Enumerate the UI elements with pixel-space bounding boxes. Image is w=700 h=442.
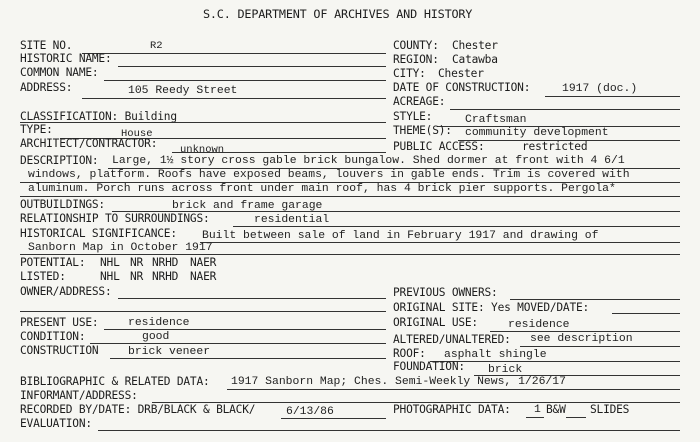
roof-line (430, 361, 680, 362)
owner-label: OWNER/ADDRESS: (20, 285, 112, 298)
construction-line (110, 358, 386, 359)
historic-name-line (118, 66, 386, 67)
common-name-line (104, 80, 386, 81)
owner-line-2 (20, 311, 386, 312)
style-value: Craftsman (465, 114, 527, 126)
significance-line-2: Sanborn Map in October 1917 (28, 242, 213, 254)
theme-label: THEME(S): (393, 124, 452, 137)
outbuildings-label: OUTBUILDINGS: (20, 198, 105, 211)
address-value: 105 Reedy Street (128, 85, 238, 97)
owner-line (118, 298, 386, 299)
recorded-line (281, 418, 386, 419)
construction-value: brick veneer (128, 346, 211, 358)
listed-nr[interactable]: NR (130, 270, 144, 283)
county-value: Chester (452, 39, 498, 52)
site-no-label: SITE NO. (20, 39, 73, 52)
original-site-label: ORIGINAL SITE: Yes MOVED/DATE: (393, 301, 590, 314)
outbuildings-value: brick and frame garage (172, 200, 323, 212)
significance-label: HISTORICAL SIGNIFICANCE: (20, 227, 177, 240)
public-access-value: restricted (522, 140, 588, 153)
foundation-label: FOUNDATION: (393, 360, 465, 373)
photographic-count: 1 (534, 404, 541, 416)
photographic-bw-line (566, 417, 586, 418)
relationship-line (233, 226, 680, 227)
bibliographic-line (227, 389, 680, 390)
evaluation-line (98, 430, 680, 431)
classification-line (20, 122, 386, 123)
style-label: STYLE: (393, 110, 433, 123)
potential-nr[interactable]: NR (130, 256, 144, 269)
photographic-bw: B&W (546, 403, 566, 416)
condition-value: good (142, 331, 170, 343)
original-site-line (612, 313, 680, 314)
site-no-value: R2 (150, 40, 163, 52)
region-value: Catawba (452, 53, 498, 66)
date-label: DATE OF CONSTRUCTION: (393, 81, 531, 94)
description-line-1: Large, 1½ story cross gable brick bungalow. Shed dormer at front with 4 6/1 (112, 155, 625, 167)
potential-nhl[interactable]: NHL (100, 256, 120, 269)
original-use-line (490, 331, 680, 332)
date-value: 1917 (doc.) (562, 83, 638, 95)
description-line-2: windows, platform. Roofs have exposed beams, louvers in gable ends. Trim is covered with (28, 169, 630, 181)
address-line (82, 98, 386, 99)
evaluation-label: EVALUATION: (20, 417, 92, 430)
foundation-value: brick (488, 364, 523, 376)
significance-line-1: Built between sale of land in February 1917 and drawing of (202, 230, 599, 242)
page-title: S.C. DEPARTMENT OF ARCHIVES AND HISTORY (203, 7, 473, 21)
description-underline-3 (20, 196, 680, 197)
photographic-count-line (526, 417, 544, 418)
architect-value: unknown (180, 144, 225, 156)
type-label: TYPE: (20, 123, 53, 136)
listed-label: LISTED: (20, 270, 66, 283)
date-line (545, 96, 680, 97)
photographic-slides: SLIDES (590, 403, 630, 416)
listed-naer[interactable]: NAER (190, 270, 217, 283)
common-name-label: COMMON NAME: (20, 66, 99, 79)
significance-underline-1 (200, 242, 680, 243)
condition-label: CONDITION: (20, 330, 86, 343)
altered-value: see description (530, 333, 633, 345)
architect-line (172, 152, 386, 153)
original-use-value: residence (508, 319, 570, 331)
potential-nrhd[interactable]: NRHD (152, 256, 179, 269)
previous-owners-label: PREVIOUS OWNERS: (393, 286, 498, 299)
acreage-line (450, 109, 680, 110)
classification-label: CLASSIFICATION: Building (20, 110, 177, 123)
description-line-3: aluminum. Porch runs across front under main roof, has 4 brick pier supports. Pergola* (28, 183, 616, 195)
public-access-label: PUBLIC ACCESS: (393, 140, 485, 153)
acreage-label: ACREAGE: (393, 95, 446, 108)
construction-label: CONSTRUCTION (20, 344, 99, 357)
bibliographic-label: BIBLIOGRAPHIC & RELATED DATA: (20, 375, 210, 388)
type-value: House (121, 128, 153, 140)
architect-label: ARCHITECT/CONTRACTOR: (20, 137, 158, 150)
relationship-value: residential (254, 214, 330, 226)
city-value: Chester (438, 67, 484, 80)
altered-label: ALTERED/UNALTERED: (393, 333, 511, 346)
present-use-label: PRESENT USE: (20, 316, 99, 329)
theme-value: community development (465, 127, 609, 139)
photographic-label: PHOTOGRAPHIC DATA: (393, 403, 511, 416)
previous-owners-line (510, 299, 680, 300)
historic-name-label: HISTORIC NAME: (20, 52, 112, 65)
roof-value: asphalt shingle (444, 349, 547, 361)
potential-naer[interactable]: NAER (190, 256, 217, 269)
present-use-line (104, 329, 386, 330)
region-label: REGION: (393, 53, 439, 66)
roof-label: ROOF: (393, 347, 426, 360)
altered-line (520, 346, 680, 347)
listed-nrhd[interactable]: NRHD (152, 270, 179, 283)
informant-label: INFORMANT/ADDRESS: (20, 389, 138, 402)
city-label: CITY: (393, 67, 426, 80)
present-use-value: residence (128, 317, 190, 329)
significance-underline-2 (20, 254, 680, 255)
relationship-label: RELATIONSHIP TO SURROUNDINGS: (20, 212, 210, 225)
bibliographic-value: 1917 Sanborn Map; Ches. Semi-Weekly News, 1/26/17 (231, 376, 566, 388)
county-label: COUNTY: (393, 39, 439, 52)
recorded-value: 6/13/86 (286, 406, 334, 418)
site-no-line (82, 53, 386, 54)
listed-nhl[interactable]: NHL (100, 270, 120, 283)
potential-label: POTENTIAL: (20, 256, 86, 269)
address-label: ADDRESS: (20, 81, 73, 94)
recorded-label: RECORDED BY/DATE: DRB/BLACK & BLACK/ (20, 403, 256, 416)
original-use-label: ORIGINAL USE: (393, 316, 478, 329)
condition-line (90, 343, 386, 344)
description-label: DESCRIPTION: (20, 154, 99, 167)
